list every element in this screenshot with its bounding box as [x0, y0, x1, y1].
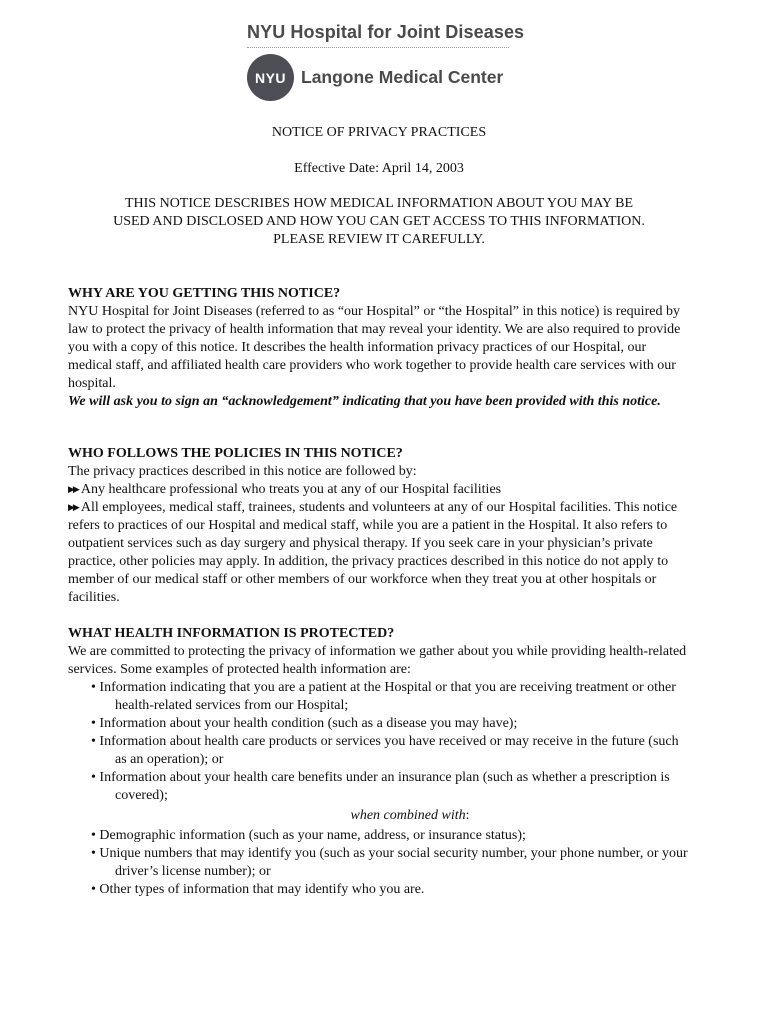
list-item — [68, 845, 692, 881]
section-heading: WHY ARE YOU GETTING THIS NOTICE? — [68, 286, 341, 301]
bullet-list — [68, 679, 692, 805]
bullet-icon: • — [91, 882, 96, 897]
combined-with-text: when combined with — [350, 808, 466, 823]
nyu-logo-circle — [247, 54, 294, 101]
notice-description — [60, 195, 698, 249]
section-intro: The privacy practices described in this notice are followed by: — [68, 464, 417, 479]
bullet-icon: • — [91, 770, 96, 785]
list-item — [68, 827, 692, 845]
section-heading: WHO FOLLOWS THE POLICIES IN THIS NOTICE? — [68, 446, 403, 461]
bullet-icon: • — [91, 828, 96, 843]
combined-with-colon: : — [465, 808, 470, 823]
bullet-icon: • — [91, 846, 96, 861]
section-why — [68, 285, 692, 411]
logo-dotted-divider — [247, 47, 509, 48]
section-intro: We are committed to protecting the privacy of information we gather about you while providing health-related services. Some examples of protected health information are: — [68, 644, 687, 677]
list-item-text: Unique numbers that may identify you (such as your social security number, your phone number, or your driver’s license number); or — [99, 846, 688, 879]
nyu-logo-text: NYU — [254, 69, 287, 86]
list-item — [68, 733, 692, 769]
bullet-icon: • — [91, 734, 96, 749]
list-item — [68, 881, 692, 899]
bullet-icon: • — [91, 716, 96, 731]
bullet-list — [68, 827, 692, 899]
list-item — [68, 499, 692, 607]
acknowledgement-note: We will ask you to sign an “acknowledgement” indicating that you have been provided with this notice. — [68, 394, 661, 409]
bullet-icon: • — [91, 680, 96, 695]
double-arrow-icon: ▶▶ — [68, 503, 78, 513]
medical-center-name: Langone Medical Center — [301, 67, 504, 87]
section-body: NYU Hospital for Joint Diseases (referred to as “our Hospital” or “the Hospital” in this notice) is required by law to protect the privacy of health information that may reveal your identity. We are also required to provide you with a copy of this notice. It describes the health information privacy practices of our Hospital, our medical staff, and affiliated health care providers who work together to provide health care services with our hospital. — [68, 304, 681, 391]
double-arrow-icon: ▶▶ — [68, 485, 78, 495]
list-item-text: Other types of information that may identify who you are. — [99, 882, 425, 897]
list-item-text: Information about health care products or services you have received or may receive in the future (such as an operation); or — [99, 734, 679, 767]
notice-description-line: THIS NOTICE DESCRIBES HOW MEDICAL INFORMATION ABOUT YOU MAY BE — [124, 196, 634, 211]
effective-date: Effective Date: April 14, 2003 — [294, 161, 464, 176]
list-item — [68, 481, 692, 499]
list-item — [68, 769, 692, 805]
list-item-text: Any healthcare professional who treats you at any of our Hospital facilities — [80, 482, 502, 497]
notice-description-line: PLEASE REVIEW IT CAREFULLY. — [273, 232, 485, 247]
list-item-text: Information indicating that you are a patient at the Hospital or that you are receiving treatment or other health-related services from our Hospital; — [99, 680, 676, 713]
list-item — [68, 715, 692, 733]
section-what — [68, 625, 692, 899]
hospital-name-logo-text: NYU Hospital for Joint Diseases — [247, 22, 525, 42]
section-heading: WHAT HEALTH INFORMATION IS PROTECTED? — [68, 626, 395, 641]
section-who — [68, 445, 692, 607]
list-item-text: Information about your health condition (such as a disease you may have); — [99, 716, 518, 731]
list-item-text: Information about your health care benefits under an insurance plan (such as whether a prescription is covered); — [99, 770, 670, 803]
list-item-text: All employees, medical staff, trainees, students and volunteers at any of our Hospital facilities. This notice refers to practices of our Hospital and medical staff, while you are a patient in the Hospital. It also refers to outpatient services such as day surgery and physical therapy. If you seek care in your physician’s private practice, other policies may apply. In addition, the privacy practices described in this notice do not apply to member of our medical staff or other members of our workforce when they treat you at other hospitals or facilities. — [68, 500, 678, 605]
list-item — [68, 679, 692, 715]
notice-description-line: USED AND DISCLOSED AND HOW YOU CAN GET ACCESS TO THIS INFORMATION. — [113, 214, 645, 229]
list-item-text: Demographic information (such as your name, address, or insurance status); — [99, 828, 526, 843]
document-title: NOTICE OF PRIVACY PRACTICES — [271, 125, 487, 140]
combined-with-note — [68, 807, 692, 825]
